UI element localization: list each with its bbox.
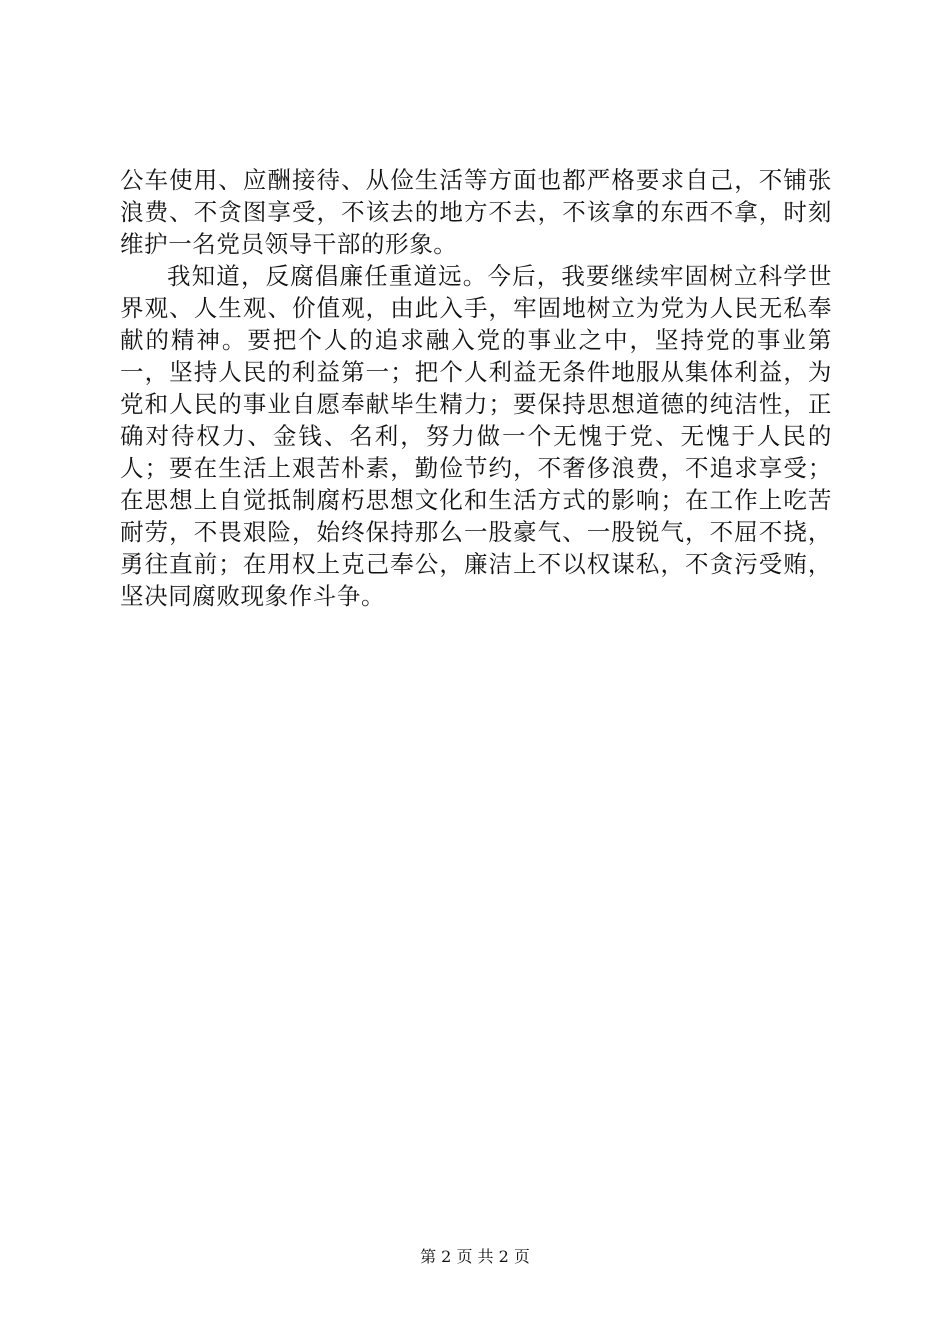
document-body bbox=[120, 164, 832, 612]
paragraph-anti-corruption: 我知道，反腐倡廉任重道远。今后，我要继续牢固树立科学世界观、人生观、价值观，由此入手，牢固地树立为党为人民无私奉献的精神。要把个人的追求融入党的事业之中，坚持党的事业第一，坚持人民的利益第一；把个人利益无条件地服从集体利益，为党和人民的事业自愿奉献毕生精力；要保持思想道德的纯洁性，正确对待权力、金钱、名利，努力做一个无愧于党、无愧于人民的人；要在生活上艰苦朴素，勤俭节约，不奢侈浪费，不追求享受；在思想上自觉抵制腐朽思想文化和生活方式的影响；在工作上吃苦耐劳，不畏艰险，始终保持那么一股豪气、一股锐气，不屈不挠，勇往直前；在用权上克己奉公，廉洁上不以权谋私，不贪污受贿，坚决同腐败现象作斗争。 bbox=[120, 262, 832, 610]
paragraph-continued: 公车使用、应酬接待、从俭生活等方面也都严格要求自己，不铺张浪费、不贪图享受，不该去的地方不去，不该拿的东西不拿，时刻维护一名党员领导干部的形象。 bbox=[120, 166, 832, 258]
page-footer: 第 2 页 共 2 页 bbox=[420, 1247, 530, 1266]
